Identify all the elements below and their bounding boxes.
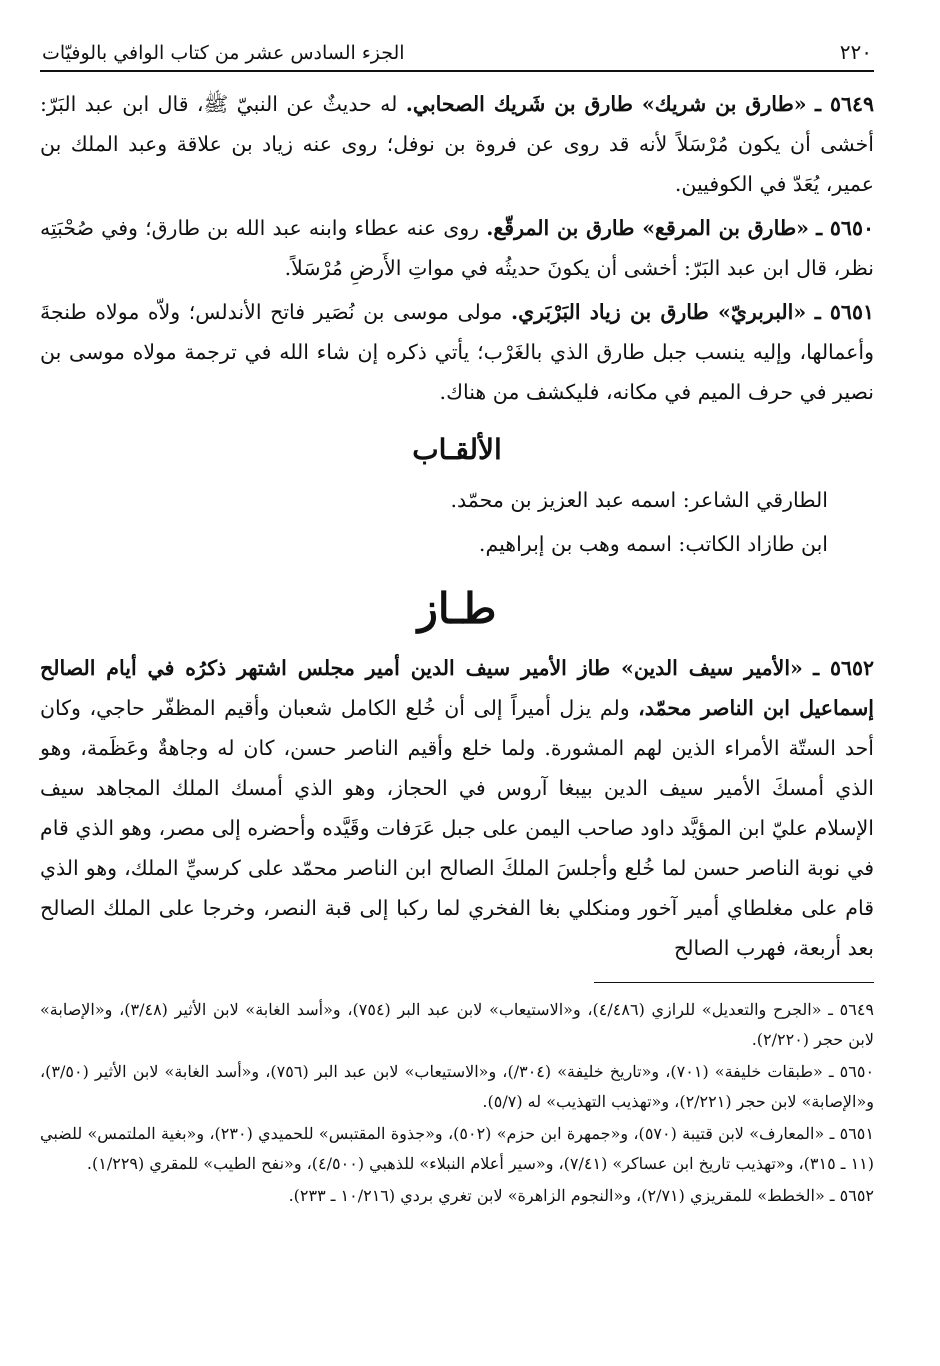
entries bbox=[40, 84, 874, 968]
entry-5650 bbox=[40, 208, 874, 288]
book-page bbox=[40, 40, 874, 1213]
alqab-list bbox=[40, 478, 874, 566]
page-number: ٢٢٠ bbox=[839, 40, 872, 64]
entry-title: «البربريّ» طارق بن زياد البَرْبَري. bbox=[510, 300, 807, 324]
alqab-item: الطارقي الشاعر: اسمه عبد العزيز بن محمّد. bbox=[450, 488, 828, 512]
alqab-item: ابن طازاد الكاتب: اسمه وهب بن إبراهيم. bbox=[478, 532, 828, 556]
footnote-number: ٥٦٥٠ ـ bbox=[828, 1062, 875, 1081]
entry-title: «الأمير سيف الدين» طاز الأمير سيف الدين أمير مجلس اشتهر ذكرُه في أيام الصالح إسماعيل ابن الناصر محمّد، bbox=[40, 656, 874, 720]
page-header bbox=[40, 40, 874, 72]
entry-5649 bbox=[40, 84, 874, 204]
entry-text: ولم يزل أميراً إلى أن خُلع الكامل شعبان وأقيم المظفّر حاجي، وكان أحد الستّة الأمراء الذين لهم المشورة. ولما خلع وأقيم الناصر حسن، كان له وجاهةٌ وعَظَمة، وهو الذي أمسكَ الأمير سيف الدين بيبغا آروس في الحجاز، وهو الذي أمسك الملك المجاهد سيف الإسلام عليّ ابن المؤيَّد داود صاحب اليمن على جبل عَرَفات وقَيَّده وأحضره إلى مصر، وهو الذي قام في نوبة الناصر حسن لما خُلع وأجلسَ الملكَ الصالح ابن الناصر محمّد على كرسيِّ الملك، وهو الذي قام على مغلطاي أمير آخور ومنكلي بغا الفخري لما ركبا إلى قبة النصر، وخرجا على الملك الصالح بعد أربعة، فهرب الصالح bbox=[40, 696, 874, 960]
footnotes bbox=[40, 995, 874, 1211]
running-title: الجزء السادس عشر من كتاب الوافي بالوفيّات bbox=[42, 42, 405, 64]
footnote-number: ٥٦٤٩ ـ bbox=[828, 1000, 875, 1019]
entry-text: روى عنه عطاء وابنه عبد الله بن طارق؛ وفي صُحْبَتِه نظر، قال ابن عبد البَرّ: أخشى أن يكونَ حديثُه في مواتِ الأَرضِ مُرْسَلاً. bbox=[40, 216, 874, 280]
footnote-text: «الخطط» للمقريزي (٢/٧١)، و«النجوم الزاهرة» لابن تغري بردي (١٠/٢١٦ ـ ٢٣٣). bbox=[288, 1186, 825, 1205]
entry-text: له حديثٌ عن النبيّ ﷺ، قال ابن عبد البَرّ: أخشى أن يكون مُرْسَلاً لأنه قد روى عن فروة بن نوفل؛ روى عنه زياد بن علاقة وعبد الملك بن عمير، يُعَدّ في الكوفيين. bbox=[40, 92, 874, 196]
footnote-text: «الجرح والتعديل» للرازي (٤/٤٨٦)، و«الاستيعاب» لابن عبد البر (٧٥٤)، و«أسد الغابة» لابن الأثير (٣/٤٨)، و«الإصابة» لابن حجر (٢/٢٢٠). bbox=[40, 1000, 874, 1049]
alqab-heading: الألقـاب bbox=[412, 433, 502, 466]
letter-section-heading: طـاز bbox=[417, 584, 497, 633]
footnote bbox=[40, 995, 874, 1055]
entry-number: ٥٦٥٠ ـ bbox=[816, 216, 874, 240]
entry-title: «طارق بن المرقع» طارق بن المرقّع. bbox=[486, 216, 809, 240]
entry-5651 bbox=[40, 292, 874, 412]
footnote-number: ٥٦٥١ ـ bbox=[829, 1124, 874, 1143]
footnote-text: «طبقات خليفة» (٧٠١)، و«تاريخ خليفة» (٣٠٤/)، و«الاستيعاب» لابن عبد البر (٧٥٦)، و«أسد الغابة» لابن الأثير (٣/٥٠)، و«الإصابة» لابن حجر (٢/٢٢١)، و«تهذيب التهذيب» له (٥/٧). bbox=[40, 1062, 874, 1111]
entry-number: ٥٦٥٢ ـ bbox=[813, 656, 874, 680]
footnote bbox=[40, 1181, 874, 1211]
entry-5652 bbox=[40, 648, 874, 968]
entry-text: مولى موسى بن نُصَير فاتح الأندلس؛ ولاّه مولاه طنجةَ وأعمالها، وإليه ينسب جبل طارق الذي بالغَرْب؛ يأتي ذكره إن شاء الله في ترجمة مولاه موسى بن نصير في حرف الميم في مكانه، فليكشف من هناك. bbox=[40, 300, 874, 404]
entry-number: ٥٦٥١ ـ bbox=[814, 300, 874, 324]
footnote bbox=[40, 1119, 874, 1179]
footnote bbox=[40, 1057, 874, 1117]
footnote-number: ٥٦٥٢ ـ bbox=[829, 1186, 874, 1205]
footnote-text: «المعارف» لابن قتيبة (٥٧٠)، و«جمهرة ابن حزم» (٥٠٢)، و«جذوة المقتبس» للحميدي (٢٣٠)، و«بغية الملتمس» للضبي (١١ ـ ٣١٥)، و«تهذيب تاريخ ابن عساكر» (٧/٤١)، و«سير أعلام النبلاء» للذهبي (٤/٥٠٠)، و«نفح الطيب» للمقري (١/٢٢٩). bbox=[40, 1124, 874, 1173]
footnote-divider bbox=[594, 982, 874, 983]
entry-number: ٥٦٤٩ ـ bbox=[814, 92, 874, 116]
entry-title: «طارق بن شريك» طارق بن شَريك الصحابي. bbox=[405, 92, 807, 116]
